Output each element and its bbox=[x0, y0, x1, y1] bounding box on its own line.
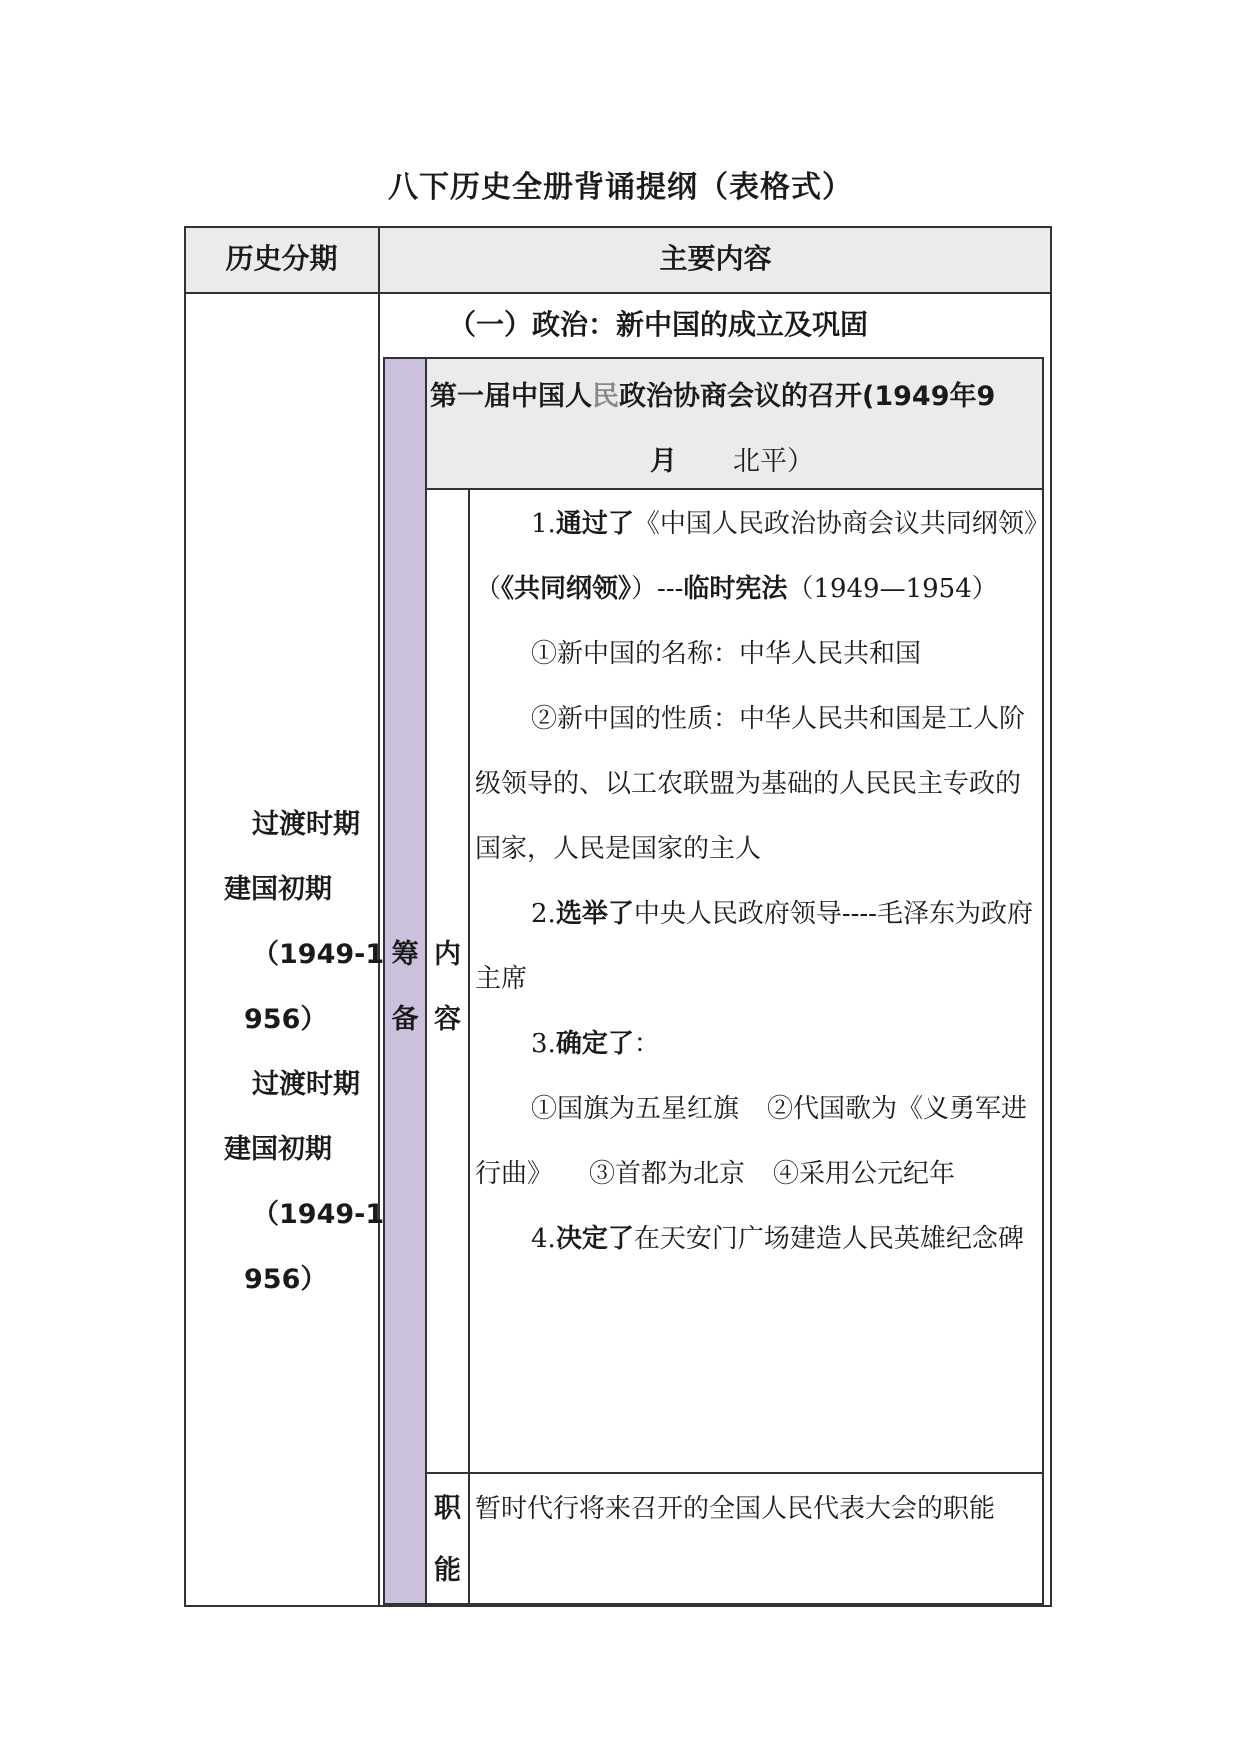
period-line: 建国初期 bbox=[224, 874, 332, 905]
event-title-month: 月 bbox=[650, 446, 677, 477]
paragraph-number: 2. bbox=[531, 899, 556, 929]
function-text: 暂时代行将来召开的全国人民代表大会的职能 bbox=[475, 1494, 996, 1524]
decision-anthem: ②代国歌为《义勇军进行曲》 bbox=[475, 1094, 1028, 1189]
content-nature: ②新中国的性质：中华人民共和国是工人阶级领导的、以工农联盟为基础的人民民主专政的国家，人民是国家的主人 bbox=[475, 704, 1026, 864]
content-label-char: 内 bbox=[434, 939, 461, 970]
table-border-right bbox=[1050, 226, 1052, 1607]
event-title-part: 政治协商会议的召开(1949年9 bbox=[619, 381, 996, 412]
period-line: （1949-1 bbox=[252, 1199, 385, 1230]
period-line: （1949-1 bbox=[252, 939, 385, 970]
table-border-bottom bbox=[184, 1605, 1052, 1607]
content-paragraph-4 bbox=[475, 1207, 1037, 1272]
paragraph-text: ）--- bbox=[631, 574, 684, 604]
section-title: （一）政治：新中国的成立及巩固 bbox=[448, 308, 869, 341]
content-label bbox=[427, 922, 468, 1052]
period-line: 建国初期 bbox=[224, 1134, 332, 1165]
paragraph-number: 3. bbox=[531, 1029, 556, 1059]
header-main-content: 主要内容 bbox=[659, 242, 772, 275]
period-line: 过渡时期 bbox=[252, 1069, 360, 1100]
table-border-mid bbox=[184, 292, 1052, 294]
side-label-char: 筹 bbox=[391, 939, 419, 970]
decision-flag: ①国旗为五星红旗 bbox=[531, 1094, 740, 1124]
keyword-provisional-constitution: 临时宪法 bbox=[683, 574, 788, 604]
side-label-prepare bbox=[385, 922, 425, 1052]
function-label-char: 职 bbox=[434, 1493, 461, 1524]
function-label bbox=[427, 1478, 468, 1602]
side-label-char: 备 bbox=[391, 1004, 419, 1035]
keyword-elected: 选举了 bbox=[555, 899, 634, 929]
period-line: 956） bbox=[244, 1264, 328, 1295]
keyword-decided: 决定了 bbox=[555, 1224, 634, 1254]
keyword-passed: 通过了 bbox=[555, 509, 634, 539]
keyword-determined: 确定了 bbox=[555, 1029, 634, 1059]
period-line: 过渡时期 bbox=[252, 809, 360, 840]
event-title-part: 第一届中国人 bbox=[430, 381, 592, 412]
content-decisions bbox=[475, 1077, 1037, 1207]
content-label-char: 容 bbox=[434, 1004, 461, 1035]
paragraph-text: （1949—1954） bbox=[787, 574, 998, 604]
header-history-period: 历史分期 bbox=[225, 242, 338, 275]
event-title-place: 北平） bbox=[733, 446, 814, 477]
content-paragraph-2 bbox=[475, 882, 1037, 1012]
content-name: ①新中国的名称：中华人民共和国 bbox=[531, 639, 922, 669]
table-border-top bbox=[184, 226, 1052, 228]
paragraph-text: 在天安门广场建造人民英雄纪念碑 bbox=[633, 1224, 1024, 1254]
content-paragraph-1 bbox=[475, 492, 1037, 622]
paragraph-number: 1. bbox=[531, 509, 556, 539]
paragraph-number: 4. bbox=[531, 1224, 556, 1254]
content-paragraph-3 bbox=[475, 1012, 1037, 1077]
paragraph-text: 《中国人民政治协商会议共同纲领》（ bbox=[475, 509, 1037, 604]
page-title: 八下历史全册背诵提纲（表格式） bbox=[388, 170, 853, 205]
inner-label-divider bbox=[468, 488, 470, 1605]
table-border-left bbox=[184, 226, 186, 1607]
inner-function-divider bbox=[425, 1472, 1044, 1474]
inner-border-bottom bbox=[383, 1603, 1044, 1605]
table-col-divider bbox=[378, 226, 380, 1607]
inner-border-top bbox=[383, 357, 1044, 359]
keyword-common-program: 《共同纲领》 bbox=[501, 574, 632, 604]
inner-border-right bbox=[1042, 357, 1044, 1605]
paragraph-text: 中央人民政府领导----毛泽东为政府主席 bbox=[475, 899, 1033, 994]
period-line: 956） bbox=[244, 1004, 328, 1035]
event-title bbox=[430, 364, 1040, 494]
event-title-highlight: 民 bbox=[592, 381, 619, 412]
content-body bbox=[475, 492, 1037, 1272]
decision-calendar: ④采用公元纪年 bbox=[773, 1159, 956, 1189]
decision-capital: ③首都为北京 bbox=[589, 1159, 746, 1189]
paragraph-text: ： bbox=[633, 1029, 660, 1059]
function-label-char: 能 bbox=[434, 1555, 461, 1586]
